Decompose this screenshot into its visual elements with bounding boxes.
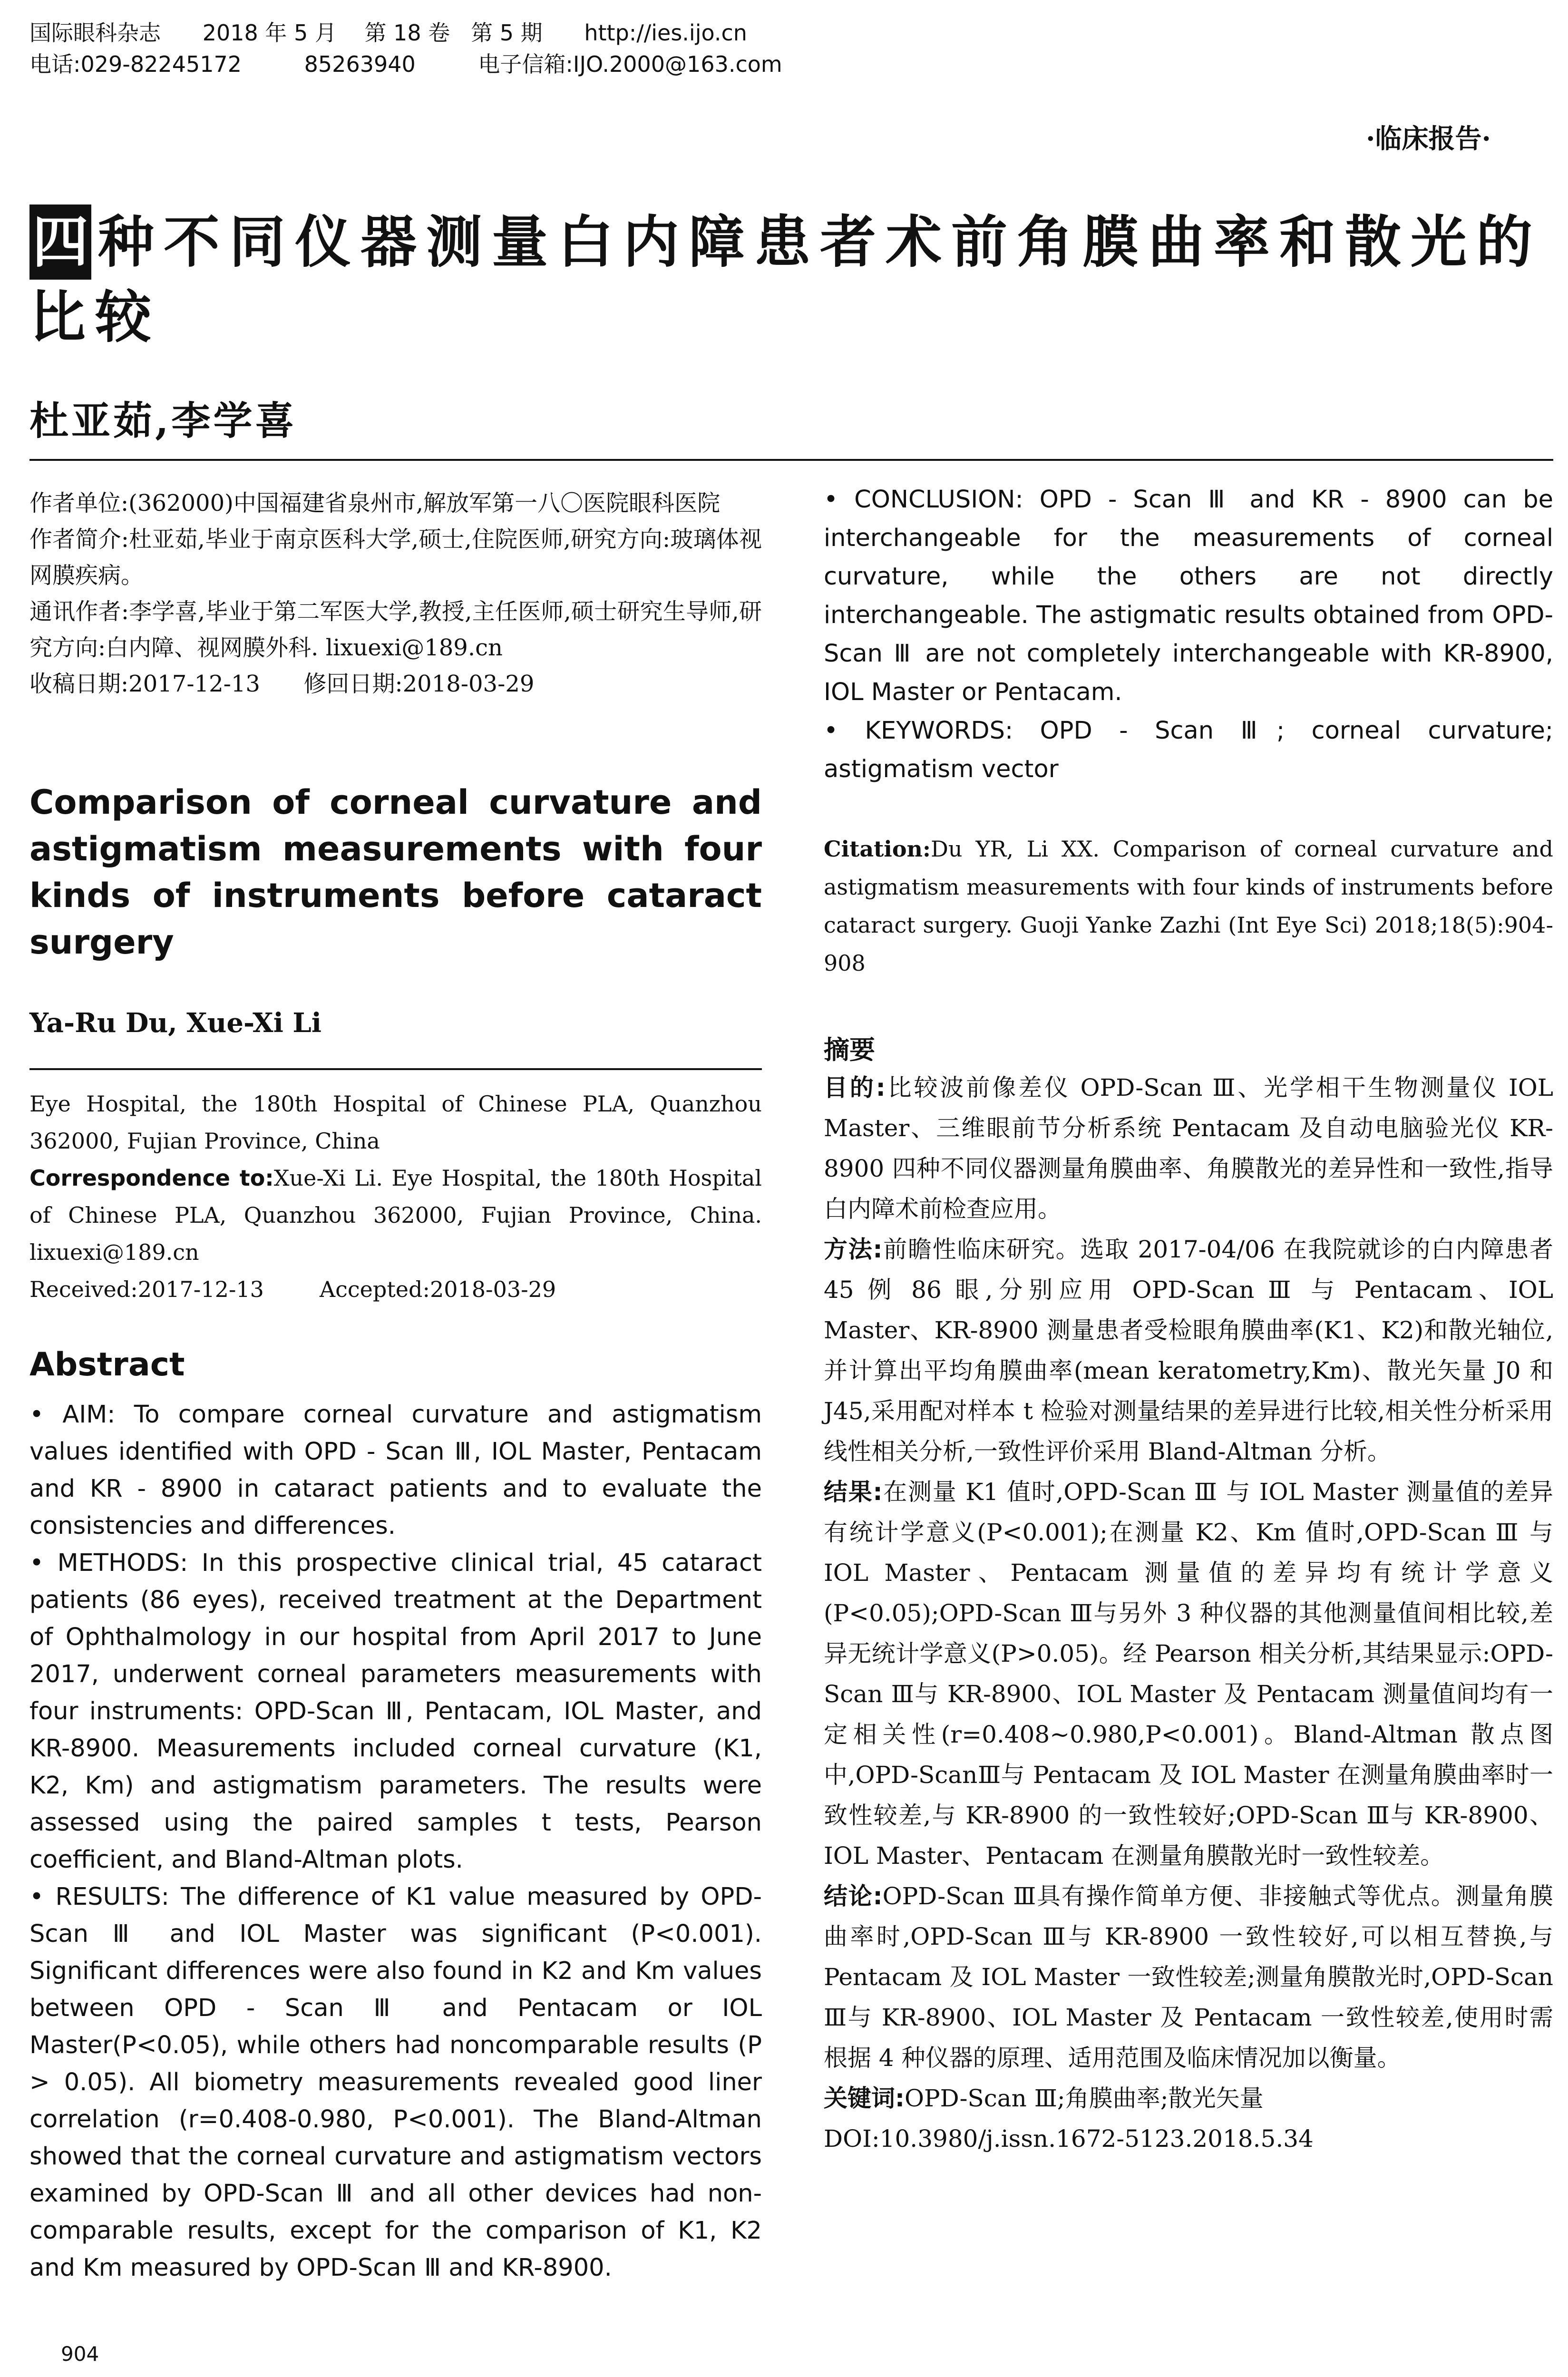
- title-en: Comparison of corneal curvature and astigmatism measurements with four kinds of instruments before cataract surgery: [29, 783, 762, 962]
- page-title: [29, 205, 1551, 355]
- phone2: 85263940: [304, 51, 416, 77]
- zh-conclusion: [824, 1876, 1553, 2078]
- received-accepted: Received:2017-12-13 Accepted:2018-03-29: [29, 1276, 556, 1302]
- author-bio: 作者简介:杜亚茹,毕业于南京医科大学,硕士,住院医师,研究方向:玻璃体视网膜疾病。: [29, 526, 762, 589]
- zh-abstract-heading: 摘要: [824, 1035, 875, 1065]
- zh-aim-text: 比较波前像差仪 OPD-Scan Ⅲ、光学相干生物测量仪 IOL Master、三维眼前节分析系统 Pentacam 及自动电脑验光仪 KR-8900 四种不同仪器测量角膜曲率、角膜散光的差异性和一致性,指导白内障术前检查应用。: [824, 1074, 1554, 1223]
- section-tag: ·临床报告·: [1366, 123, 1491, 155]
- zh-results: [824, 1472, 1553, 1876]
- zh-methods-text: 前瞻性临床研究。选取 2017-04/06 在我院就诊的白内障患者 45 例 86 眼,分别应用 OPD-Scan Ⅲ 与 Pentacam、IOL Master、KR-8900 测量患者受检眼角膜曲率(K1、K2)和散光轴位,并计算出平均角膜曲率(mean keratometry,Km)、散光矢量 J0 和 J45,采用配对样本 t 检验对测量结果的差异进行比较,相关性分析采用线性相关分析,一致性评价采用 Bland-Altman 分析。: [824, 1236, 1553, 1465]
- title-rest: 种不同仪器测量白内障患者术前角膜曲率和散光的比较: [29, 209, 1542, 350]
- journal-header-line2: [29, 49, 782, 80]
- authors-cn: 杜亚茹,李学喜: [29, 398, 297, 444]
- phone: 电话:029-82245172: [29, 51, 242, 77]
- zh-keywords-label: 关键词:: [824, 2085, 905, 2112]
- zh-aim-label: 目的:: [824, 1074, 886, 1101]
- received-dates: 收稿日期:2017-12-13 修回日期:2018-03-29: [29, 671, 535, 697]
- page-number: 904: [61, 2342, 99, 2366]
- abstract-conclusion-block: [824, 480, 1553, 789]
- affiliation: Eye Hospital, the 180th Hospital of Chinese PLA, Quanzhou 362000, Fujian Province, China: [29, 1091, 762, 1154]
- citation-text: Du YR, Li XX. Comparison of corneal curvature and astigmatism measurements with four kinds of instruments before cataract surgery. Guoji Yanke Zazhi (Int Eye Sci) 2018;18(5):904-908: [824, 836, 1553, 976]
- divider: [29, 459, 1553, 461]
- affiliation-block: [29, 1085, 762, 1308]
- zh-conclusion-label: 结论:: [824, 1882, 883, 1910]
- zh-keywords-text: OPD-Scan Ⅲ;角膜曲率;散光矢量: [905, 2085, 1264, 2112]
- abstract-results: • RESULTS: The difference of K1 value measured by OPD-Scan Ⅲ and IOL Master was significant (P<0.001). Significant differences were also found in K2 and Km values between OPD - Scan Ⅲ and Pentacam or IOL Master(P<0.05), while others had noncomparable results (P > 0.05). All biometry measurements revealed good liner correlation (r=0.408-0.980, P<0.001). The Bland-Altman showed that the corneal curvature and astigmatism vectors examined by OPD-Scan Ⅲ and all other devices had non-comparable results, except for the comparison of K1, K2 and Km measured by OPD-Scan Ⅲ and KR-8900.: [29, 1883, 762, 2282]
- zh-results-text: 在测量 K1 值时,OPD-Scan Ⅲ 与 IOL Master 测量值的差异有统计学意义(P<0.001);在测量 K2、Km 值时,OPD-Scan Ⅲ 与 IOL Master、Pentacam 测量值的差异均有统计学意义(P<0.05);OPD-Scan Ⅲ与另外 3 种仪器的其他测量值间相比较,差异无统计学意义(P>0.05)。经 Pearson 相关分析,其结果显示:OPD-Scan Ⅲ与 KR-8900、IOL Master 及 Pentacam 测量值间均有一定相关性(r=0.408~0.980,P<0.001)。Bland-Altman 散点图中,OPD-ScanⅢ与 Pentacam 及 IOL Master 在测量角膜曲率时一致性较差,与 KR-8900 的一致性较好;OPD-Scan Ⅲ与 KR-8900、IOL Master、Pentacam 在测量角膜散光时一致性较差。: [824, 1478, 1553, 1870]
- author-info-cn: [29, 485, 762, 702]
- authors-en: Ya-Ru Du, Xue-Xi Li: [29, 1007, 322, 1039]
- journal-header-line1: [29, 17, 747, 49]
- doi: DOI:10.3980/j.issn.1672-5123.2018.5.34: [824, 2125, 1314, 2153]
- journal-name: 国际眼科杂志: [29, 20, 161, 46]
- abstract-keywords: • KEYWORDS: OPD - Scan Ⅲ; corneal curvature; astigmatism vector: [824, 717, 1553, 783]
- correspondence: [29, 1159, 762, 1271]
- correspondence-label: Correspondence to:: [29, 1165, 274, 1191]
- volume: 第 18 卷: [364, 20, 450, 46]
- zh-methods: [824, 1229, 1553, 1472]
- abstract-methods: • METHODS: In this prospective clinical trial, 45 cataract patients (86 eyes), received treatment at the Department of Ophthalmology in our hospital from April 2017 to June 2017, underwent corneal parameters measurements with four instruments: OPD-Scan Ⅲ, Pentacam, IOL Master, and KR-8900. Measurements included corneal curvature (K1, K2, Km) and astigmatism parameters. The results were assessed using the paired samples t tests, Pearson coefficient, and Bland-Altman plots.: [29, 1549, 762, 1874]
- email: 电子信箱:IJO.2000@163.com: [478, 51, 782, 77]
- abstract-conclusion: • CONCLUSION: OPD - Scan Ⅲ and KR - 8900 can be interchangeable for the measurements of corneal curvature, while the others are not directly interchangeable. The astigmatic results obtained from OPD-Scan Ⅲ are not completely interchangeable with KR-8900, IOL Master or Pentacam.: [824, 486, 1553, 706]
- correspondence-text: Xue-Xi Li. Eye Hospital, the 180th Hospital of Chinese PLA, Quanzhou 362000, Fujian Province, China. lixuexi@189.cn: [29, 1165, 762, 1265]
- zh-abstract-body: [824, 1068, 1553, 2159]
- citation: [824, 830, 1553, 982]
- zh-methods-label: 方法:: [824, 1236, 883, 1263]
- corresponding-author: 通讯作者:李学喜,毕业于第二军医大学,教授,主任医师,硕士研究生导师,研究方向:白内障、视网膜外科. lixuexi@189.cn: [29, 598, 762, 661]
- issue-date: 2018 年 5 月: [202, 20, 337, 46]
- title-initial: 四: [29, 205, 91, 280]
- issue-number: 第 5 期: [471, 20, 543, 46]
- abstract-heading: Abstract: [29, 1346, 185, 1383]
- abstract-body: [29, 1396, 762, 2287]
- zh-conclusion-text: OPD-Scan Ⅲ具有操作简单方便、非接触式等优点。测量角膜曲率时,OPD-Scan Ⅲ与 KR-8900 一致性较好,可以相互替换,与 Pentacam 及 IOL Master 一致性较差;测量角膜散光时,OPD-Scan Ⅲ与 KR-8900、IOL Master 及 Pentacam 一致性较差,使用时需根据 4 种仪器的原理、适用范围及临床情况加以衡量。: [824, 1882, 1554, 2072]
- journal-url: http://ies.ijo.cn: [584, 20, 747, 46]
- zh-aim: [824, 1068, 1553, 1229]
- citation-label: Citation:: [824, 836, 931, 862]
- abstract-aim: • AIM: To compare corneal curvature and astigmatism values identified with OPD - Scan Ⅲ, IOL Master, Pentacam and KR - 8900 in cataract patients and to evaluate the consistencies and differences.: [29, 1401, 762, 1540]
- zh-results-label: 结果:: [824, 1478, 883, 1506]
- author-unit: 作者单位:(362000)中国福建省泉州市,解放军第一八〇医院眼科医院: [29, 490, 721, 516]
- zh-keywords: [824, 2078, 1553, 2119]
- divider: [29, 1068, 762, 1070]
